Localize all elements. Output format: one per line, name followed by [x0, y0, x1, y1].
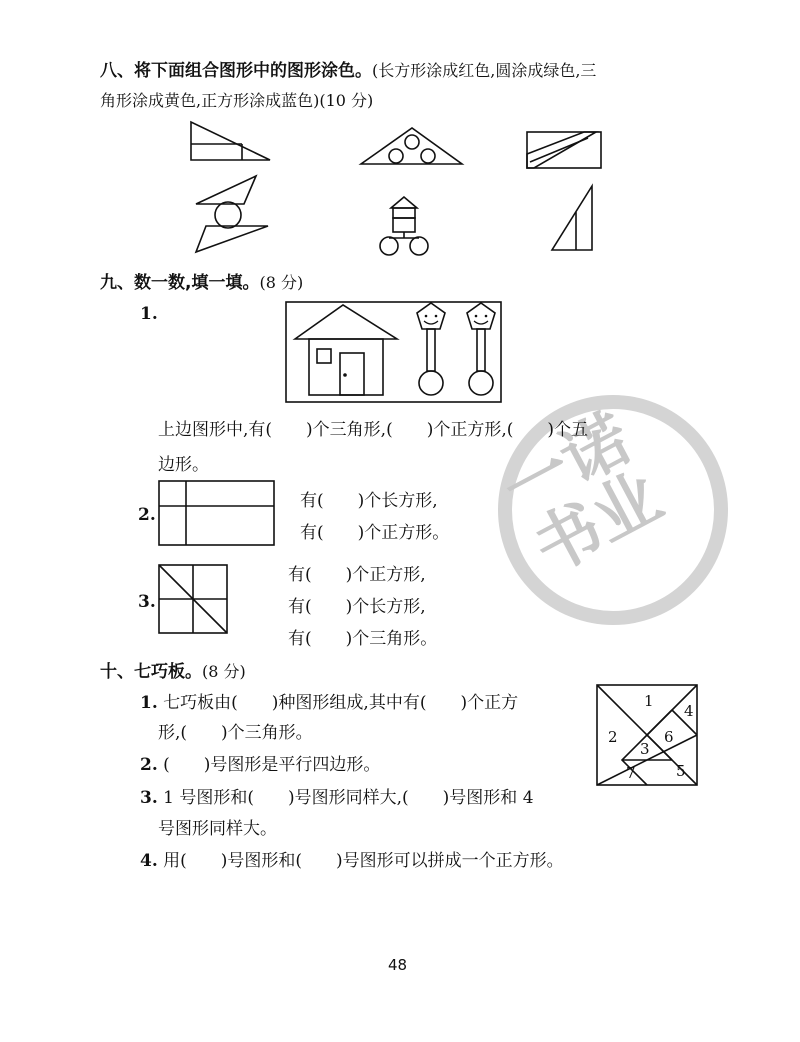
- tangram-label-3: 3: [640, 740, 650, 758]
- q10-1-line1: [140, 688, 518, 713]
- section-9-heading: [100, 268, 303, 293]
- page-number: 48: [388, 956, 408, 974]
- section-9-title: 九、数一数,填一填。: [100, 273, 260, 293]
- q9-3-line2: 有( )个长方形,: [288, 597, 426, 617]
- tangram-label-6: 6: [664, 728, 674, 746]
- q10-1-number: 1.: [140, 693, 158, 713]
- tangram-figure: [596, 684, 700, 788]
- section-10-score: (8 分): [202, 662, 246, 681]
- q9-2-line1: 有( )个长方形,: [300, 491, 438, 511]
- square-diagonal-figure: [158, 564, 230, 636]
- combo-shape-triangles-circle: [194, 174, 274, 256]
- combo-shape-rectangle-tilted: [526, 130, 604, 170]
- combo-shape-triangle-split: [550, 184, 596, 254]
- watermark-char-3: 书: [521, 488, 616, 588]
- q10-1-line2: 形,( )个三角形。: [158, 723, 313, 743]
- watermark-char-1: 一: [490, 430, 585, 530]
- q9-2-line2: 有( )个正方形。: [300, 523, 450, 543]
- combo-shape-triangle-circles: [360, 126, 465, 168]
- tangram-label-1: 1: [644, 692, 654, 710]
- watermark-char-4: 业: [579, 457, 674, 557]
- q10-3-number: 3.: [140, 788, 158, 808]
- q9-1-line2: 边形。: [158, 455, 209, 475]
- q10-4-line: [140, 846, 564, 871]
- section-8-title: 八、将下面组合图形中的图形涂色。: [100, 61, 372, 81]
- section-8-heading: [100, 56, 596, 81]
- section-8-note-line2: 角形涂成黄色,正方形涂成蓝色)(10 分): [100, 91, 374, 110]
- q10-4-number: 4.: [140, 851, 158, 871]
- tangram-label-5: 5: [676, 762, 686, 780]
- q10-2-number: 2.: [140, 755, 158, 775]
- q10-1-text: 七巧板由( )种图形组成,其中有( )个正方: [163, 693, 519, 713]
- combo-shape-triangle-rectangle: [190, 120, 275, 165]
- section-10-title: 十、七巧板。: [100, 662, 202, 682]
- q9-3-line1: 有( )个正方形,: [288, 565, 426, 585]
- q10-3-line2: 号图形同样大。: [158, 819, 277, 839]
- section-10-heading: [100, 657, 246, 682]
- section-9-score: (8 分): [259, 273, 304, 292]
- rectangle-grid-figure: [158, 480, 276, 548]
- q10-4-text: 用( )号图形和( )号图形可以拼成一个正方形。: [163, 851, 564, 871]
- q10-2-line: [140, 750, 380, 775]
- q9-3-line3: 有( )个三角形。: [288, 629, 438, 649]
- q10-2-text: ( )号图形是平行四边形。: [163, 755, 381, 775]
- q9-2-number: 2.: [138, 505, 156, 525]
- section-8-note: (长方形涂成红色,圆涂成绿色,三: [372, 61, 597, 80]
- tangram-label-7: 7: [626, 764, 636, 782]
- q9-1-line1: 上边图形中,有( )个三角形,( )个正方形,( )个五: [158, 420, 589, 440]
- q10-3-line1: [140, 783, 534, 808]
- q10-3-text: 1 号图形和( )号图形同样大,( )号图形和 4: [163, 788, 534, 808]
- watermark-char-2: 诺: [548, 399, 643, 499]
- combo-shape-tower-circles: [376, 196, 432, 258]
- tangram-label-4: 4: [684, 702, 694, 720]
- house-robots-picture: [285, 301, 505, 406]
- q9-1-number: 1.: [140, 304, 158, 324]
- tangram-label-2: 2: [608, 728, 618, 746]
- q9-3-number: 3.: [138, 592, 156, 612]
